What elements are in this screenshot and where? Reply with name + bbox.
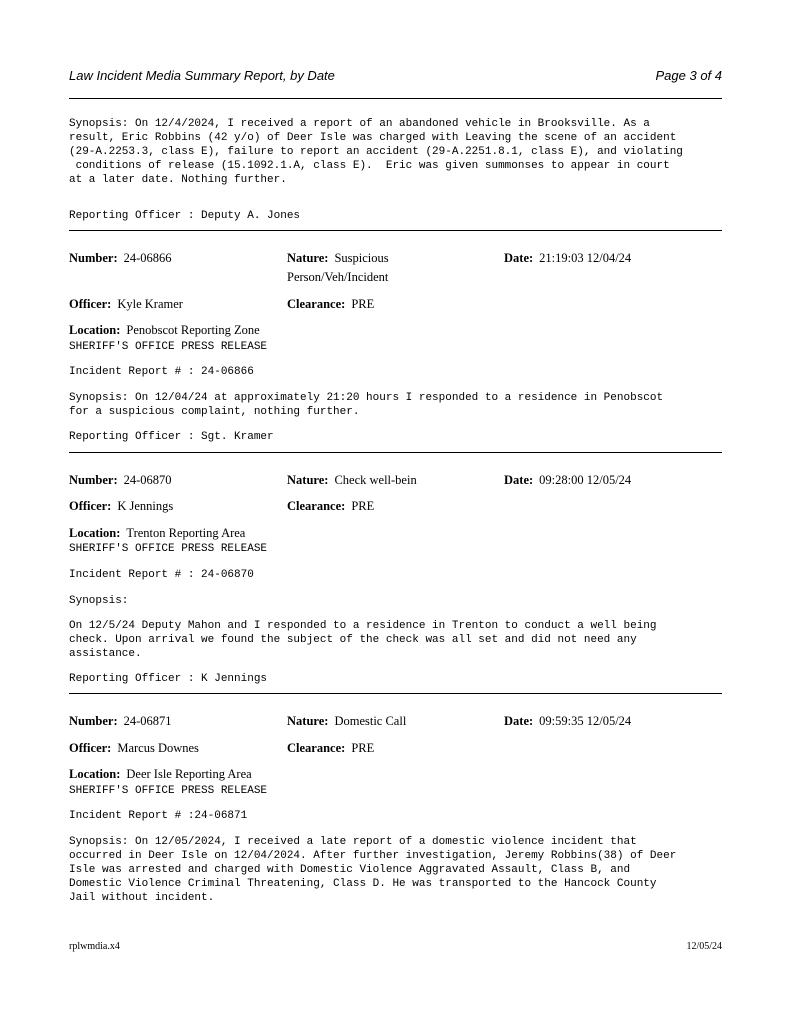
press-release-label: SHERIFF'S OFFICE PRESS RELEASE — [69, 785, 268, 797]
incident-synopsis: Synopsis: On 12/04/24 at approximately 21:20 hours I responded to a residence in Penobscot for a suspicious complaint, nothing further. — [69, 392, 664, 418]
incident-nature — [287, 712, 406, 731]
number-value: 24-06866 — [123, 251, 172, 265]
nature-value: Domestic Call — [334, 714, 407, 728]
clearance-label: Clearance: — [287, 741, 346, 755]
page-header — [69, 68, 722, 88]
incident-clearance — [287, 497, 374, 516]
officer-value: K Jennings — [117, 499, 174, 513]
page-number: Page 3 of 4 — [655, 68, 722, 83]
nature-label: Nature: — [287, 714, 329, 728]
clearance-label: Clearance: — [287, 297, 346, 311]
incident-date — [504, 712, 631, 731]
number-label: Number: — [69, 251, 118, 265]
date-value: 09:59:35 12/05/24 — [539, 714, 632, 728]
date-label: Date: — [504, 714, 534, 728]
incident-number — [69, 471, 172, 490]
clearance-value: PRE — [351, 741, 375, 755]
number-value: 24-06871 — [123, 714, 172, 728]
incident-location — [69, 321, 260, 340]
incident-report-number: Incident Report # :24-06871 — [69, 810, 248, 822]
date-label: Date: — [504, 251, 534, 265]
date-value: 21:19:03 12/04/24 — [539, 251, 632, 265]
clearance-label: Clearance: — [287, 499, 346, 513]
footer-date: 12/05/24 — [686, 941, 722, 952]
reporting-officer: Reporting Officer : Sgt. Kramer — [69, 431, 274, 443]
officer-label: Officer: — [69, 297, 112, 311]
incident-report-number: Incident Report # : 24-06870 — [69, 569, 254, 581]
incident-officer — [69, 295, 183, 314]
officer-value: Marcus Downes — [117, 741, 199, 755]
press-release-label: SHERIFF'S OFFICE PRESS RELEASE — [69, 543, 268, 555]
number-label: Number: — [69, 473, 118, 487]
report-title: Law Incident Media Summary Report, by Date — [69, 68, 335, 83]
incident-number — [69, 249, 172, 268]
synopsis-label: Synopsis: — [69, 595, 129, 607]
prior-reporting-officer: Reporting Officer : Deputy A. Jones — [69, 210, 301, 222]
incident-synopsis: On 12/5/24 Deputy Mahon and I responded to a residence in Trenton to conduct a well being check. Upon arrival we found the subject of the check was all set and did not need any assistance. — [69, 620, 657, 660]
incident-clearance — [287, 295, 374, 314]
clearance-value: PRE — [351, 297, 375, 311]
date-value: 09:28:00 12/05/24 — [539, 473, 632, 487]
nature-label: Nature: — [287, 473, 329, 487]
reporting-officer: Reporting Officer : K Jennings — [69, 673, 268, 685]
incident-nature — [287, 471, 417, 490]
incident-synopsis: Synopsis: On 12/05/2024, I received a late report of a domestic violence incident that occurred in Deer Isle on 12/04/2024. After further investigation, Jeremy Robbins(38) of Deer Isle was arrested and charged with Domestic Violence Aggravated Assault, Class B, and Domestic Violence Criminal Threatening, Class D. He was transported to the Hancock County Jail without incident. — [69, 836, 677, 904]
incident-officer — [69, 497, 173, 516]
nature-label: Nature: — [287, 251, 329, 265]
clearance-value: PRE — [351, 499, 375, 513]
nature-value: Suspicious — [334, 251, 389, 265]
incident-location — [69, 524, 245, 543]
officer-label: Officer: — [69, 499, 112, 513]
incident-nature — [287, 249, 437, 287]
section-rule — [69, 230, 722, 231]
prior-synopsis: Synopsis: On 12/4/2024, I received a report of an abandoned vehicle in Brooksville. As a result, Eric Robbins (42 y/o) of Deer Isle was charged with Leaving the scene of an accident (29-A.2253.3, class E), failure to report an accident (29-A.2251.8.1, class E), and violating conditions of release (15.1092.1.A, class E). Eric was given summonses to appear in court at a later date. Nothing further. — [69, 118, 683, 186]
date-label: Date: — [504, 473, 534, 487]
press-release-label: SHERIFF'S OFFICE PRESS RELEASE — [69, 341, 268, 353]
incident-date — [504, 471, 631, 490]
incident-number — [69, 712, 172, 731]
location-label: Location: — [69, 767, 121, 781]
officer-label: Officer: — [69, 741, 112, 755]
location-value: Trenton Reporting Area — [126, 526, 246, 540]
section-rule — [69, 693, 722, 694]
section-rule — [69, 452, 722, 453]
nature-value: Check well-bein — [334, 473, 417, 487]
location-value: Deer Isle Reporting Area — [126, 767, 252, 781]
location-value: Penobscot Reporting Zone — [126, 323, 260, 337]
officer-value: Kyle Kramer — [117, 297, 183, 311]
nature-value-cont: Person/Veh/Incident — [287, 270, 389, 284]
incident-officer — [69, 739, 199, 758]
incident-location — [69, 765, 252, 784]
location-label: Location: — [69, 526, 121, 540]
header-rule — [69, 98, 722, 99]
number-label: Number: — [69, 714, 118, 728]
location-label: Location: — [69, 323, 121, 337]
incident-clearance — [287, 739, 374, 758]
number-value: 24-06870 — [123, 473, 172, 487]
footer-report-code: rplwmdia.x4 — [69, 941, 120, 952]
incident-report-number: Incident Report # : 24-06866 — [69, 366, 254, 378]
incident-date — [504, 249, 631, 268]
